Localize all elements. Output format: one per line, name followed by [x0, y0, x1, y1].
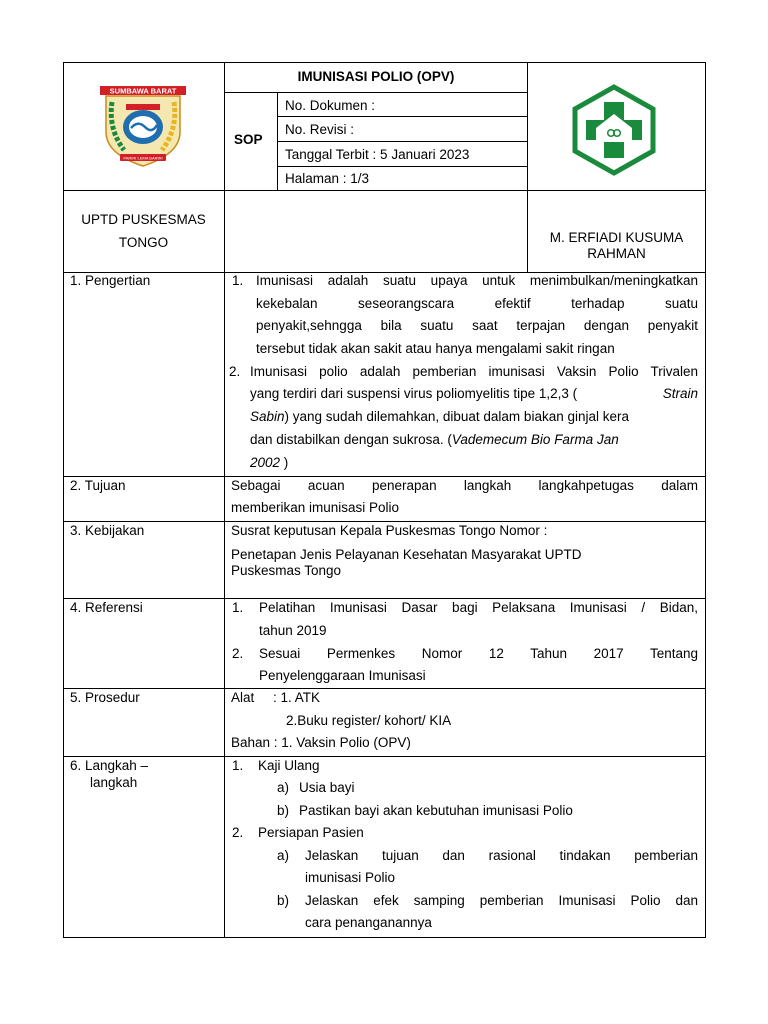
pengertian-item2-text: yang terdiri dari suspensi virus poliomyelitis tipe 1,2,3 ( [250, 386, 578, 401]
pengertian-item1-number: 1. [232, 273, 244, 288]
langkah-step1a: Usia bayi [299, 780, 355, 795]
pengertian-item2-line [250, 386, 698, 402]
signatory-line2: RAHMAN [587, 246, 646, 261]
referensi-item1-line2: tahun 2019 [259, 623, 327, 638]
langkah-step1-number: 1. [232, 758, 244, 773]
langkah-step2b-line2: cara penanganannya [305, 915, 432, 930]
langkah-step1b-marker: b) [277, 803, 290, 818]
document-title: IMUNISASI POLIO (OPV) [297, 69, 455, 84]
pengertian-item2-text: dan distabilkan dengan sukrosa. ( [250, 432, 452, 447]
section-label-referensi: 4. Referensi [70, 600, 143, 615]
langkah-step2-number: 2. [232, 825, 244, 840]
section-label-pengertian: 1. Pengertian [70, 273, 151, 288]
section-label-tujuan: 2. Tujuan [70, 478, 126, 493]
svg-text:SUMBAWA BARAT: SUMBAWA BARAT [109, 86, 177, 96]
puskesmas-logo [568, 84, 660, 176]
tujuan-line2: memberikan imunisasi Polio [231, 500, 400, 515]
field-no-revisi: No. Revisi : [285, 122, 355, 137]
kebijakan-line1: Susrat keputusan Kepala Puskesmas Tongo Nomor : [231, 523, 548, 538]
prosedur-alat-item2: 2.Buku register/ kohort/ KIA [286, 713, 452, 728]
field-tanggal-terbit: Tanggal Terbit : 5 Januari 2023 [285, 147, 470, 162]
prosedur-bahan: Bahan : 1. Vaksin Polio (OPV) [231, 735, 411, 750]
field-halaman: Halaman : 1/3 [285, 171, 370, 186]
langkah-step2: Persiapan Pasien [258, 825, 364, 840]
langkah-step2a-line1: Jelaskan tujuan dan rasional tindakan pemberian [305, 848, 698, 863]
langkah-step2a-line2: imunisasi Polio [305, 870, 396, 885]
pengertian-item2-text: ) [280, 455, 289, 470]
kebijakan-line2: Penetapan Jenis Pelayanan Kesehatan Masyarakat UPTD [231, 547, 582, 562]
langkah-step1: Kaji Ulang [258, 758, 320, 773]
referensi-item1-number: 1. [232, 600, 244, 615]
langkah-step2a-marker: a) [277, 848, 290, 863]
pengertian-item1-line: Imunisasi adalah suatu upaya untuk menimbulkan/meningkatkan [256, 273, 698, 288]
org-name-line1: UPTD PUSKESMAS [81, 212, 206, 227]
field-no-dokumen: No. Dokumen : [285, 98, 376, 113]
sop-label: SOP [234, 132, 263, 147]
referensi-item2-line2: Penyelenggaraan Imunisasi [259, 668, 426, 683]
pengertian-item2-italic: Sabin [250, 409, 285, 424]
pengertian-item2-italic: Vademecum Bio Farma Jan [451, 432, 619, 447]
pengertian-item2-number: 2. [229, 364, 241, 379]
langkah-step1b: Pastikan bayi akan kebutuhan imunisasi Polio [299, 803, 573, 818]
pengertian-item2-italic: 2002 [250, 455, 281, 470]
tujuan-line1: Sebagai acuan penerapan langkah langkahpetugas dalam [231, 478, 698, 493]
sumbawa-barat-crest-logo [98, 84, 188, 168]
langkah-step1a-marker: a) [277, 780, 290, 795]
prosedur-alat: Alat : 1. ATK [231, 690, 321, 705]
org-name-line2: TONGO [118, 235, 169, 250]
kebijakan-line3: Puskesmas Tongo [231, 563, 342, 578]
pengertian-item2-text: ) yang sudah dilemahkan, dibuat dalam biakan ginjal kera [284, 409, 629, 424]
pengertian-item2-line: Imunisasi polio adalah pemberian imunisasi Vaksin Polio Trivalen [250, 364, 698, 379]
section-label-prosedur: 5. Prosedur [70, 690, 140, 705]
pengertian-item2-line [250, 455, 288, 471]
signatory-line1: M. ERFIADI KUSUMA [549, 230, 684, 245]
svg-text:PARIRI LEMA BARIRI: PARIRI LEMA BARIRI [123, 155, 163, 161]
section-label-langkah-cont: langkah [90, 775, 138, 790]
pengertian-item2-italic: Strain [662, 386, 698, 401]
langkah-step2b-marker: b) [277, 893, 290, 908]
pengertian-item1-line: tersebut tidak akan sakit atau hanya mengalami sakit ringan [256, 341, 615, 356]
section-label-langkah: 6. Langkah – [70, 758, 149, 773]
pengertian-item2-line [250, 409, 698, 425]
referensi-item2-number: 2. [232, 646, 244, 661]
referensi-item1-line1: Pelatihan Imunisasi Dasar bagi Pelaksana Imunisasi / Bidan, [259, 600, 698, 615]
pengertian-item2-line [250, 432, 698, 448]
section-label-kebijakan: 3. Kebijakan [70, 523, 145, 538]
langkah-step2b-line1: Jelaskan efek samping pemberian Imunisasi Polio dan [305, 893, 698, 908]
pengertian-item1-line: kekebalan seseorangscara efektif terhadap suatu [256, 296, 698, 311]
referensi-item2-line1: Sesuai Permenkes Nomor 12 Tahun 2017 Tentang [259, 646, 698, 661]
pengertian-item1-line: penyakit,sehngga bila suatu saat terpajan dengan penyakit [256, 318, 698, 333]
